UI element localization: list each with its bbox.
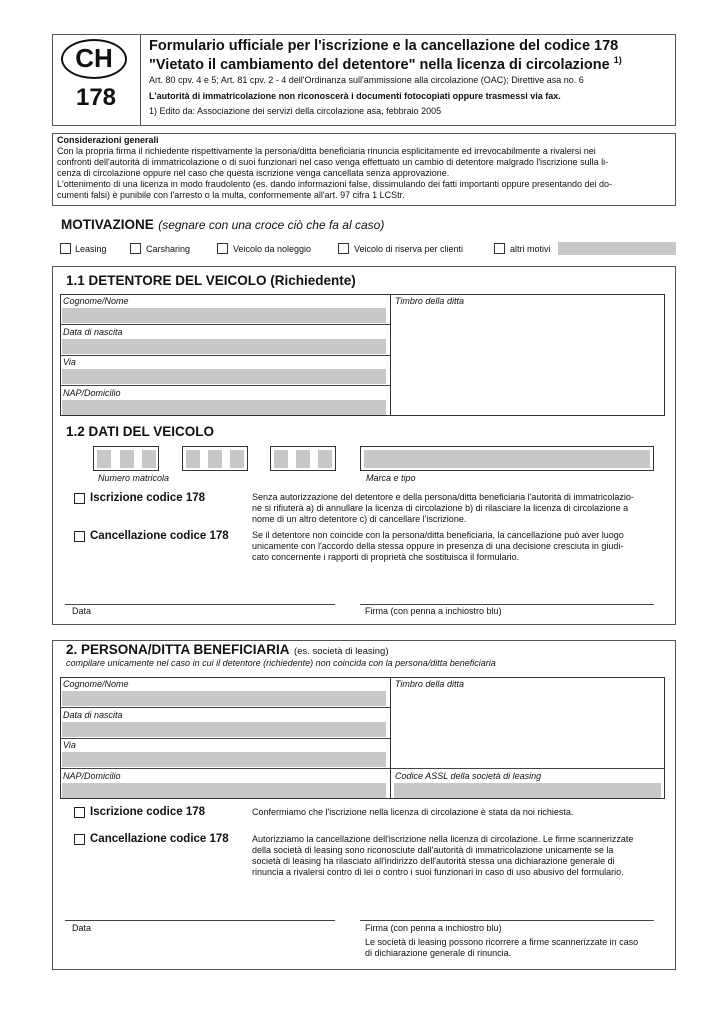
reserve-vehicle-label: Veicolo di riserva per clienti (354, 244, 464, 254)
carsharing-checkbox[interactable] (130, 243, 141, 254)
beneficiary-street-field[interactable] (62, 752, 386, 767)
section2-heading (66, 641, 389, 659)
signature-note: di dichiarazione generale di rinuncia. (365, 948, 512, 958)
beneficiary-row-line (60, 738, 390, 739)
general-line: cenza di circolazione oppure nel caso che questa iscrizione venga cancellata senza approvazione. (57, 168, 450, 178)
section12-title: 1.2 DATI DEL VEICOLO (66, 424, 215, 439)
holder-name-label: Cognome/Nome (63, 296, 129, 306)
brand-field[interactable] (364, 450, 650, 468)
assl-code-field[interactable] (394, 783, 661, 798)
holder-birth-field[interactable] (62, 339, 386, 354)
holder-name-field[interactable] (62, 308, 386, 323)
beneficiary-birth-field[interactable] (62, 722, 386, 737)
date-label-2: Data (72, 923, 92, 933)
date-line-2[interactable] (65, 920, 335, 921)
general-line: cumenti falsi) è punibile con l'arresto o la multa, conformemente all'art. 97 cifra 1 LCStr. (57, 190, 405, 200)
holder-row-line (60, 385, 390, 386)
other-reasons-label: altri motivi (510, 244, 551, 254)
holder-birth-label: Data di nascita (63, 327, 123, 337)
general-title: Considerazioni generali (57, 135, 159, 145)
beneficiary-zip-field[interactable] (62, 783, 386, 798)
matricola-digit[interactable] (274, 450, 288, 468)
cancellazione-text: unicamente con l'accordo della stessa oppure in presenza di una decisione cresciuta in giudi- (252, 541, 624, 551)
other-reasons-checkbox[interactable] (494, 243, 505, 254)
motivation-heading (61, 216, 384, 234)
s2-cancellazione-text: rinuncia a rivalersi contro di lei o contro i suoi funzionari in caso di uso abusivo del formulario. (252, 867, 624, 877)
beneficiary-name-field[interactable] (62, 691, 386, 706)
s2-iscrizione-checkbox[interactable] (74, 807, 85, 818)
signature-label-2: Firma (con penna a inchiostro blu) (365, 923, 502, 933)
ch-oval-badge (61, 39, 127, 79)
cancellazione-checkbox[interactable] (74, 531, 85, 542)
carsharing-label: Carsharing (146, 244, 191, 254)
date-line-1[interactable] (65, 604, 335, 605)
beneficiary-row-line (60, 707, 390, 708)
beneficiary-row-line (60, 768, 665, 769)
date-label-1: Data (72, 606, 92, 616)
holder-row-line (60, 324, 390, 325)
fax-warning: L'autorità di immatricolazione non riconoscerà i documenti fotocopiati oppure trasmessi via fax. (149, 91, 561, 101)
matricola-digit[interactable] (208, 450, 222, 468)
cancellazione-text: cato concernente i rapporti di proprietà che sostituisca il formulario. (252, 552, 520, 562)
reserve-vehicle-checkbox[interactable] (338, 243, 349, 254)
section1-title: 1.1 DETENTORE DEL VEICOLO (Richiedente) (66, 273, 356, 288)
section2-subtitle: compilare unicamente nel caso in cui il detentore (richiedente) non coincida con la persona/ditta beneficiaria (66, 658, 496, 668)
beneficiary-stamp-label: Timbro della ditta (395, 679, 464, 689)
matricola-digit[interactable] (120, 450, 134, 468)
matricola-digit[interactable] (318, 450, 332, 468)
rental-vehicle-label: Veicolo da noleggio (233, 244, 312, 254)
section2-title-note: (es. società di leasing) (293, 646, 389, 657)
iscrizione-text: nome di un altro detentore c) di cancellare l'iscrizione. (252, 514, 467, 524)
leasing-checkbox[interactable] (60, 243, 71, 254)
holder-street-label: Via (63, 357, 76, 367)
general-line: Con la propria firma il richiedente rispettivamente la persona/ditta beneficiaria rinuncia esplicitamente ed irrevocabilmente a rivalersi nei (57, 146, 596, 156)
holder-row-line (60, 355, 390, 356)
holder-zip-field[interactable] (62, 400, 386, 415)
title-line2 (149, 55, 622, 73)
matricola-digit[interactable] (97, 450, 111, 468)
signature-label-1: Firma (con penna a inchiostro blu) (365, 606, 502, 616)
holder-street-field[interactable] (62, 369, 386, 384)
holder-zip-label: NAP/Domicilio (63, 388, 121, 398)
brand-label: Marca e tipo (366, 473, 416, 483)
iscrizione-text: ne si rifiuterà a) di annullare la licenza di circolazione b) di rilasciare la licenza di circolazione a (252, 503, 629, 513)
iscrizione-checkbox[interactable] (74, 493, 85, 504)
general-line: confronti dell'autorità di immatricolazione o di suoi funzionari nel caso venga effettuato un cambio di detentore malgrado l'iscrizione sulla li- (57, 157, 609, 167)
beneficiary-table-divider (390, 677, 391, 799)
leasing-label: Leasing (75, 244, 107, 254)
signature-line-2[interactable] (360, 920, 654, 921)
signature-note: Le società di leasing possono ricorrere a firme scannerizzate in caso (365, 937, 639, 947)
code-number: 178 (75, 84, 117, 111)
beneficiary-street-label: Via (63, 740, 76, 750)
holder-table-divider (390, 294, 391, 416)
matricola-digit[interactable] (230, 450, 244, 468)
iscrizione-text: Senza autorizzazione del detentore e della persona/ditta beneficiaria l'autorità di immatricolazio- (252, 492, 634, 502)
cancellazione-label: Cancellazione codice 178 (90, 530, 229, 542)
rental-vehicle-checkbox[interactable] (217, 243, 228, 254)
cancellazione-text: Se il detentore non coincide con la persona/ditta beneficiaria, la cancellazione può aver luogo (252, 530, 624, 540)
other-reasons-field[interactable] (558, 242, 676, 255)
s2-iscrizione-label: Iscrizione codice 178 (90, 806, 206, 818)
iscrizione-label: Iscrizione codice 178 (90, 492, 206, 504)
matricola-digit[interactable] (186, 450, 200, 468)
title-line2-text: "Vietato il cambiamento del detentore" nella licenza di circolazione (149, 56, 610, 73)
matricola-digit[interactable] (296, 450, 310, 468)
general-line: L'ottenimento di una licenza in modo fraudolento (es. dando informazioni false, dissimulando dei fatti importanti oppure presentando dei do- (57, 179, 613, 189)
s2-cancellazione-checkbox[interactable] (74, 834, 85, 845)
title-line1: Formulario ufficiale per l'iscrizione e la cancellazione del codice 178 (149, 38, 619, 54)
edition-note: 1) Edito da: Associazione dei servizi della circolazione asa, febbraio 2005 (149, 106, 442, 116)
s2-cancellazione-text: Autorizziamo la cancellazione dell'iscrizione nella licenza di circolazione. Le firme scannerizzate (252, 834, 634, 844)
motivation-hint: (segnare con una croce ciò che fa al caso) (158, 218, 385, 232)
beneficiary-birth-label: Data di nascita (63, 710, 123, 720)
holder-stamp-label: Timbro della ditta (395, 296, 464, 306)
section2-title: 2. PERSONA/DITTA BENEFICIARIA (66, 642, 290, 657)
header-divider (140, 34, 141, 126)
s2-cancellazione-label: Cancellazione codice 178 (90, 833, 229, 845)
title-footnote: 1) (613, 55, 622, 65)
s2-cancellazione-text: società di leasing ha rilasciato all'indirizzo dell'autorità stessa una dichiarazione generale di (252, 856, 615, 866)
legal-reference: Art. 80 cpv. 4 e 5; Art. 81 cpv. 2 - 4 dell'Ordinanza sull'ammissione alla circolazione (OAC); Direttive asa no. 6 (149, 75, 584, 85)
beneficiary-zip-label: NAP/Domicilio (63, 771, 121, 781)
assl-code-label: Codice ASSL della società di leasing (395, 771, 542, 781)
matricola-label: Numero matricola (98, 473, 170, 483)
motivation-title: MOTIVAZIONE (61, 217, 154, 232)
s2-iscrizione-text: Confermiamo che l'iscrizione nella licenza di circolazione è stata da noi richiesta. (252, 807, 574, 817)
beneficiary-name-label: Cognome/Nome (63, 679, 129, 689)
signature-line-1[interactable] (360, 604, 654, 605)
s2-cancellazione-text: della società di leasing sono riconosciute dall'autorità di immatricolazione unicamente se la (252, 845, 614, 855)
country-code: CH (75, 43, 113, 73)
matricola-digit[interactable] (142, 450, 156, 468)
